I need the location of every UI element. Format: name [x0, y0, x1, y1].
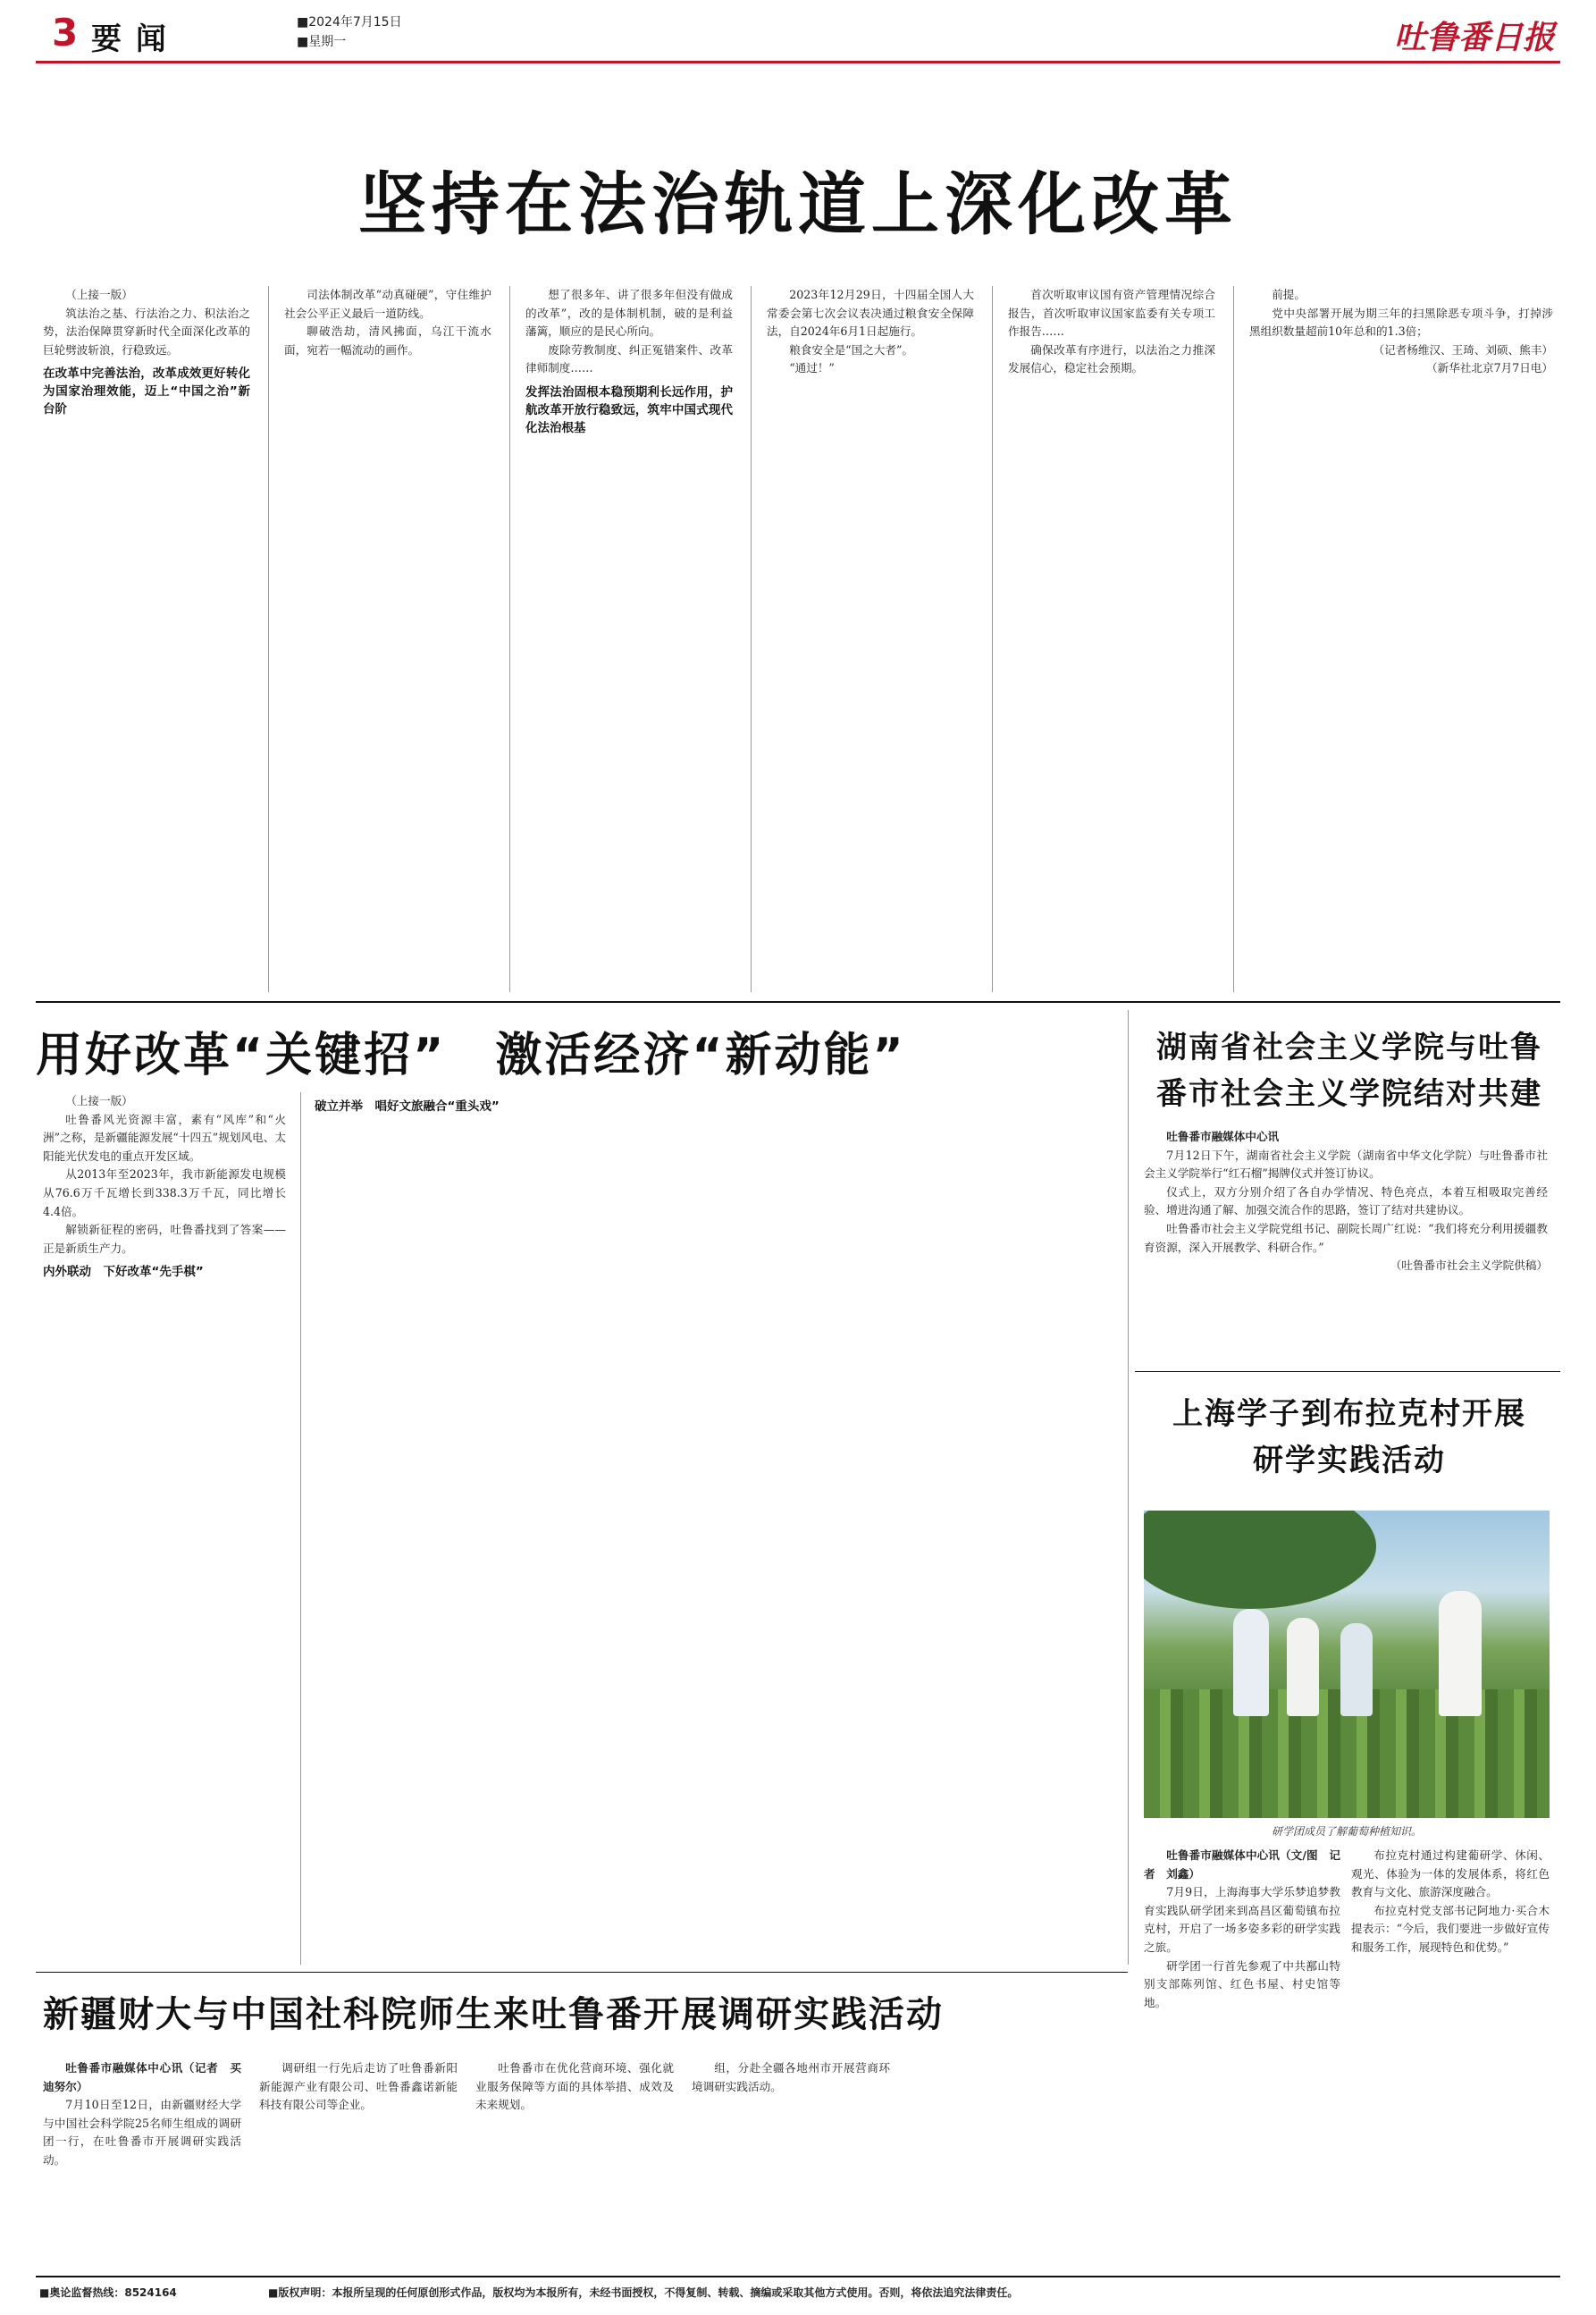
footer-hotline: ■奥论监督热线：8524164 — [39, 2286, 177, 2299]
reform-paragraph: （上接一版） — [65, 1094, 133, 1107]
student-figure — [1233, 1609, 1269, 1716]
footer-rule — [36, 2276, 1560, 2277]
reform-paragraph: 解锁新征程的密码，吐鲁番找到了答案——正是新质生产力。 — [43, 1223, 286, 1255]
lead-paragraph: 司法体制改革“动真碰硬”，守住维护社会公平正义最后一道防线。 — [284, 288, 491, 320]
reform-paragraph: 从2013年至2023年，我市新能源发电规模从76.6万千瓦增长到338.3万千瓦，同比增长4.4倍。 — [43, 1167, 286, 1218]
lead-paragraph: 前提。 — [1272, 288, 1306, 301]
column-divider — [268, 286, 269, 992]
lead-column-4 — [767, 286, 974, 992]
section-divider — [36, 1972, 1128, 1973]
shanghai-column-1 — [1144, 1847, 1340, 2267]
lead-headline: 坚持在法治轨道上深化改革 — [358, 164, 1238, 244]
survey-paragraph: 7月10日至12日，由新疆财经大学与中国社会科学院25名师生组成的调研团一行，在吐鲁番市开展调研实践活动。 — [43, 2098, 241, 2167]
lead-paragraph: 首次听取审议国有资产管理情况综合报告，首次听取审议国家监委有关专项工作报告…… — [1008, 288, 1215, 339]
shanghai-paragraph: 布拉克村通过构建葡研学、休闲、观光、体验为一体的发展体系，将红色教育与文化、旅游深度融合。 — [1351, 1848, 1550, 1899]
survey-paragraph: 组，分赴全疆各地州市开展营商环境调研实践活动。 — [692, 2061, 890, 2093]
lead-paragraph: 党中央部署开展为期三年的扫黑除恶专项斗争，打掉涉黑组织数量超前10年总和的1.3倍； — [1249, 306, 1553, 339]
shanghai-paragraph: 研学团一行首先参观了中共鄯山特别支部陈列馆、红色书屋、村史馆等地。 — [1144, 1958, 1340, 2009]
lead-paragraph: 粮食安全是“国之大者”。 — [789, 342, 914, 357]
socialism-body — [1144, 1128, 1548, 1360]
socialism-paragraph: 仪式上，双方分别介绍了各自办学情况、特色亮点，本着互相吸取完善经验、增进沟通了解、加强交流合作的思路，签订了结对共建协议。 — [1144, 1184, 1548, 1217]
column-divider — [992, 286, 993, 992]
reform-subhead-2: 破立并举 唱好文旅融合“重头戏” — [315, 1099, 500, 1114]
lead-paragraph: 想了很多年、讲了很多年但没有做成的改革”，改的是体制机制，破的是利益藩篱，顺应的是民心所向。 — [525, 288, 733, 339]
tree-canopy — [1144, 1511, 1376, 1609]
reform-column-2 — [315, 1092, 558, 1965]
lead-paragraph: 筑法治之基、行法治之力、积法治之势，法治保障贯穿新时代全面深化改革的巨轮劈波斩浪，行稳致远。 — [43, 306, 250, 357]
shanghai-headline: 上海学子到布拉克村开展研学实践活动 — [1172, 1396, 1526, 1478]
student-figure — [1439, 1591, 1482, 1716]
issue-date: ■2024年7月15日 — [297, 15, 402, 29]
lead-column-6 — [1249, 286, 1553, 992]
lead-paragraph: 确保改革有序进行，以法治之力推深发展信心，稳定社会预期。 — [1008, 342, 1215, 375]
column-divider — [1233, 286, 1234, 992]
footer-copyright: ■版权声明：本报所呈现的任何原创形式作品，版权均为本报所有，未经书面授权，不得复制、转载、摘编或采取其他方式使用。否则，将依法追究法律责任。 — [268, 2286, 1019, 2299]
column-divider — [751, 286, 752, 992]
lead-column-3 — [525, 286, 733, 992]
shanghai-column-2 — [1351, 1847, 1550, 2267]
socialism-source: （吐鲁番市社会主义学院供稿） — [1390, 1259, 1548, 1273]
lead-subhead-2: 发挥法治固根本稳预期利长远作用，护航改革开放行稳致远，筑牢中国式现代化法治根基 — [525, 384, 733, 435]
survey-byline: 吐鲁番市融媒体中心讯（记者 买迪努尔） — [43, 2061, 241, 2093]
reform-headline: 用好改革“关键招” 激活经济“新动能” — [36, 1029, 906, 1082]
shanghai-byline: 吐鲁番市融媒体中心讯（文/图 记者 刘鑫） — [1144, 1848, 1340, 1881]
section-divider — [36, 1001, 1560, 1003]
lead-paragraph: 废除劳教制度、纠正冤错案件、改革律师制度…… — [525, 342, 733, 375]
reform-subhead-1: 内外联动 下好改革“先手棋” — [43, 1265, 204, 1280]
survey-column-3 — [475, 2059, 674, 2267]
survey-paragraph: 吐鲁番市在优化营商环境、强化就业服务保障等方面的具体举措、成效及未来规划。 — [475, 2061, 674, 2112]
survey-column-1 — [43, 2059, 241, 2267]
survey-column-4 — [692, 2059, 890, 2267]
column-divider — [509, 286, 510, 992]
shanghai-paragraph: 布拉克村党支部书记阿地力·买合木提表示：“今后，我们要进一步做好宣传和服务工作，展现特色和优势。” — [1351, 1903, 1550, 1954]
masthead-logo: 吐鲁番日报 — [1393, 19, 1555, 56]
lead-paragraph: （上接一版） — [65, 288, 133, 301]
lead-closing: “通过！” — [789, 361, 835, 375]
lead-column-2 — [284, 286, 491, 992]
page-number: 3 — [52, 11, 80, 55]
survey-headline: 新疆财大与中国社科院师生来吐鲁番开展调研实践活动 — [43, 1994, 944, 2035]
socialism-headline: 湖南省社会主义学院与吐鲁番市社会主义学院结对共建 — [1156, 1030, 1542, 1112]
page-header — [36, 0, 1560, 63]
lead-paragraph: 2023年12月29日，十四届全国人大常委会第七次会议表决通过粮食安全保障法，自2024年6月1日起施行。 — [767, 288, 974, 339]
reform-paragraph: 吐鲁番风光资源丰富，素有“风库”和“火洲”之称，是新疆能源发展“十四五”规划风电、太阳能光伏发电的重点开发区域。 — [43, 1112, 286, 1163]
student-figure — [1287, 1618, 1319, 1716]
socialism-byline: 吐鲁番市融媒体中心讯 — [1166, 1130, 1280, 1143]
header-rule — [36, 61, 1560, 63]
lead-source: （新华社北京7月7日电） — [1426, 361, 1553, 375]
socialism-paragraph: 7月12日下午，湖南省社会主义学院（湖南省中华文化学院）与吐鲁番市社会主义学院举行“红石榴”揭牌仪式并签订协议。 — [1144, 1148, 1548, 1181]
reform-column-1 — [43, 1092, 286, 1965]
shanghai-paragraph: 7月9日，上海海事大学乐梦追梦教育实践队研学团来到高昌区葡萄镇布拉克村，开启了一场多姿多彩的研学实践之旅。 — [1144, 1885, 1340, 1954]
socialism-paragraph: 吐鲁番市社会主义学院党组书记、副院长周广红说：“我们将充分利用援疆教育资源，深入开展教学、科研合作。” — [1144, 1221, 1548, 1254]
issue-weekday: ■星期一 — [297, 35, 347, 49]
section-title: 要 闻 — [91, 21, 168, 57]
section-divider — [1135, 1371, 1560, 1372]
column-divider — [1128, 1010, 1129, 1965]
research-photo — [1144, 1511, 1550, 1818]
photo-caption: 研学团成员了解葡萄种植知识。 — [1271, 1825, 1422, 1838]
survey-paragraph: 调研组一行先后走访了吐鲁番新阳新能源产业有限公司、吐鲁番鑫诺新能科技有限公司等企业。 — [259, 2061, 458, 2112]
lead-paragraph: 聊破浩劫，清风拂面，乌江干流水面，宛若一幅流动的画作。 — [284, 324, 491, 357]
column-divider — [300, 1092, 301, 1965]
lead-column-5 — [1008, 286, 1215, 992]
survey-column-2 — [259, 2059, 458, 2267]
lead-signature: （记者杨维汉、王琦、刘硕、熊丰） — [1373, 342, 1553, 357]
student-figure — [1340, 1623, 1373, 1716]
lead-subhead-1: 在改革中完善法治，改革成效更好转化为国家治理效能，迈上“中国之治”新台阶 — [43, 366, 250, 417]
lead-column-1 — [43, 286, 250, 992]
